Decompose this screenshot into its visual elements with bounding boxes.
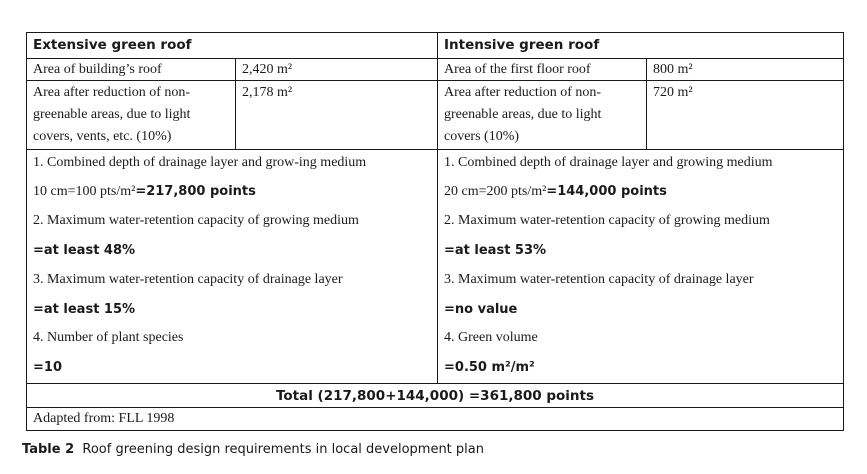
left-row1-value-cell — [236, 59, 438, 81]
right-header-cell — [438, 33, 843, 59]
right-item1-value — [444, 181, 667, 203]
left-row2-value-cell — [236, 81, 438, 150]
source-row — [27, 408, 843, 430]
right-row2-label-line3: covers (10%) — [444, 129, 520, 144]
right-row1-value-cell — [647, 59, 843, 81]
left-row2-label-line1: Area after reduction of non- — [33, 85, 191, 100]
right-item3-value: =no value — [444, 302, 518, 317]
left-item2-text: 2. Maximum water-retention capacity of growing medium — [33, 213, 359, 228]
left-item1-value-prefix: 10 cm=100 pts/m² — [33, 184, 136, 199]
right-item4-value: =0.50 m²/m² — [444, 360, 535, 375]
right-row1-label-cell — [438, 59, 647, 81]
caption-text: Roof greening design requirements in local development plan — [82, 442, 484, 457]
right-criteria-cell — [438, 150, 843, 384]
right-row2-value: 720 m² — [653, 85, 693, 100]
source-note: Adapted from: FLL 1998 — [33, 411, 175, 426]
left-item4-text: 4. Number of plant species — [33, 330, 184, 345]
left-item1-value — [33, 181, 256, 203]
left-row1-value: 2,420 m² — [242, 62, 293, 77]
right-row2-value-cell — [647, 81, 843, 150]
left-row2-label-line2: greenable areas, due to light — [33, 107, 191, 122]
left-row2-value: 2,178 m² — [242, 85, 293, 100]
left-row1-label-cell — [27, 59, 236, 81]
left-row1-label: Area of building’s roof — [33, 62, 162, 77]
left-item1-value-points: =217,800 points — [135, 184, 256, 199]
left-item3-text: 3. Maximum water-retention capacity of drainage layer — [33, 272, 343, 287]
roof-requirements-table — [26, 32, 844, 431]
right-item1-value-prefix: 20 cm=200 pts/m² — [444, 184, 547, 199]
total-row — [27, 384, 843, 408]
caption-label: Table 2 — [22, 442, 75, 457]
right-row1-value: 800 m² — [653, 62, 693, 77]
right-row2-label-line2: greenable areas, due to light — [444, 107, 602, 122]
right-item1-value-points: =144,000 points — [546, 184, 667, 199]
left-row2-label-cell — [27, 81, 236, 150]
left-item4-value: =10 — [33, 360, 62, 375]
right-row2-label-cell — [438, 81, 647, 150]
right-row2-label-line1: Area after reduction of non- — [444, 85, 602, 100]
right-header-title: Intensive green roof — [444, 37, 600, 53]
left-header-title: Extensive green roof — [33, 37, 192, 53]
right-item2-value: =at least 53% — [444, 243, 547, 258]
right-item4-text: 4. Green volume — [444, 330, 538, 345]
right-item1-text: 1. Combined depth of drainage layer and growing medium — [444, 155, 773, 170]
left-item3-value: =at least 15% — [33, 302, 136, 317]
right-row1-label: Area of the first floor roof — [444, 62, 591, 77]
total-points: Total (217,800+144,000) =361,800 points — [275, 388, 595, 404]
left-header-cell — [27, 33, 438, 59]
left-item1-text: 1. Combined depth of drainage layer and grow-ing medium — [33, 155, 367, 170]
left-row2-label-line3: covers, vents, etc. (10%) — [33, 129, 172, 144]
right-item2-text: 2. Maximum water-retention capacity of growing medium — [444, 213, 770, 228]
left-criteria-cell — [27, 150, 438, 384]
left-item2-value: =at least 48% — [33, 243, 136, 258]
table-caption — [22, 442, 484, 457]
right-item3-text: 3. Maximum water-retention capacity of drainage layer — [444, 272, 754, 287]
